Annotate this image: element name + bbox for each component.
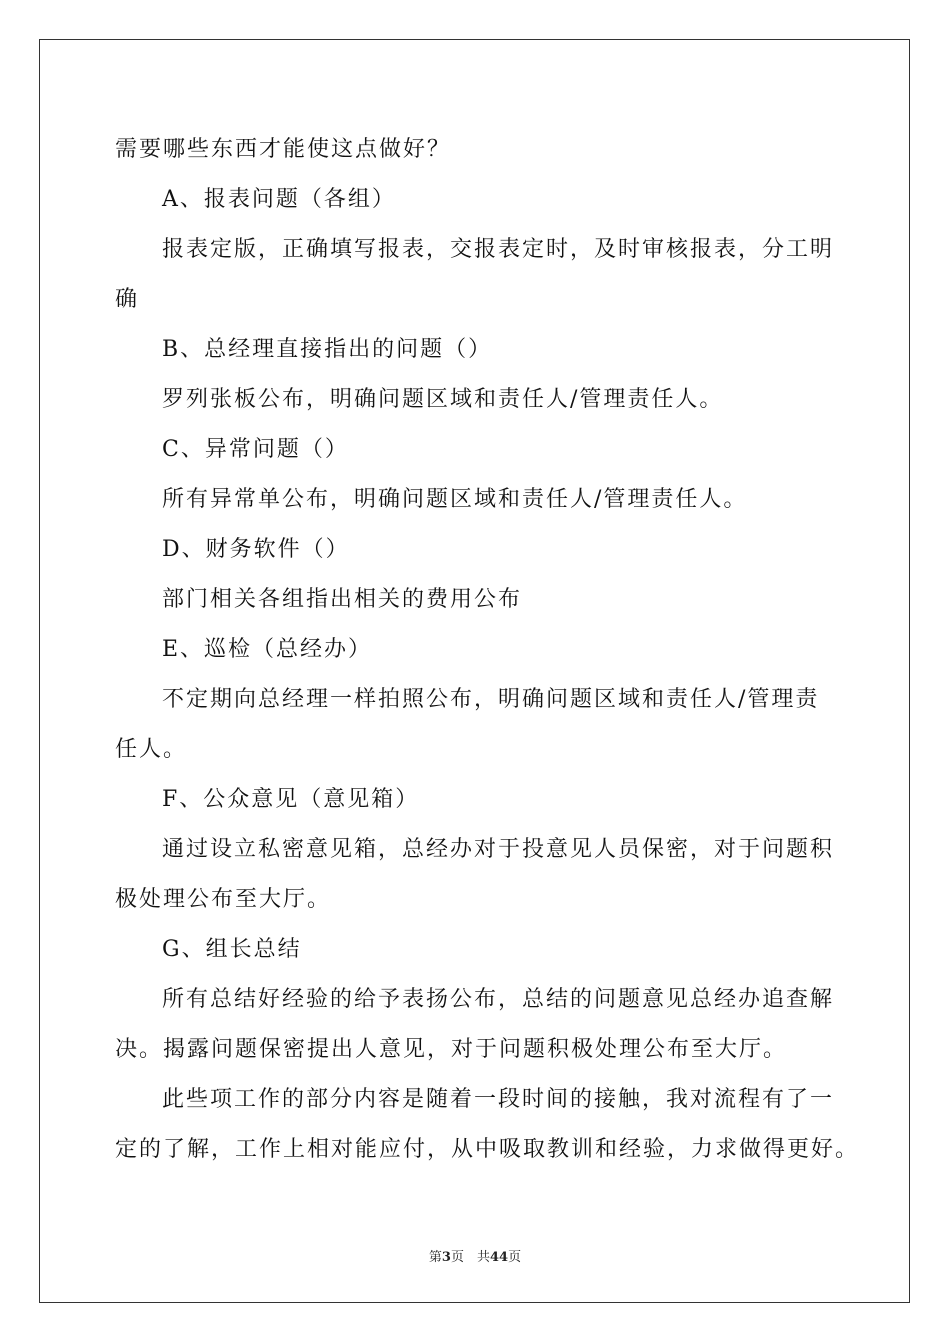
text-line: 此些项工作的部分内容是随着一段时间的接触，我对流程有了一: [162, 1087, 835, 1112]
text-line: 通过设立私密意见箱，总经办对于投意见人员保密，对于问题积: [162, 837, 835, 862]
text-line: 所有总结好经验的给予表扬公布，总结的问题意见总经办追查解: [162, 987, 835, 1012]
text-line: 定的了解，工作上相对能应付，从中吸取教训和经验，力求做得更好。: [115, 1137, 860, 1162]
text-line: C、异常问题（）: [162, 437, 349, 462]
text-line: D、财务软件（）: [162, 537, 350, 562]
text-line: 极处理公布至大厅。: [115, 887, 332, 912]
text-line: 任人。: [115, 737, 188, 762]
text-line: A、报表问题（各组）: [162, 187, 396, 212]
text-line: 报表定版，正确填写报表，交报表定时，及时审核报表，分工明: [162, 237, 835, 262]
text-line: F、公众意见（意见箱）: [162, 787, 420, 812]
text-line: 决。揭露问题保密提出人意见，对于问题积极处理公布至大厅。: [115, 1037, 788, 1062]
text-line: G、组长总结: [162, 937, 302, 962]
text-line: 罗列张板公布，明确问题区域和责任人/管理责任人。: [162, 387, 724, 412]
footer-suffix: 页: [508, 1250, 522, 1265]
text-line: E、巡检（总经办）: [162, 637, 373, 662]
text-line: 不定期向总经理一样拍照公布，明确问题区域和责任人/管理责: [162, 687, 820, 712]
text-line: 确: [115, 287, 140, 312]
text-line: 所有异常单公布，明确问题区域和责任人/管理责任人。: [162, 487, 748, 512]
footer-mid: 页 共: [450, 1250, 490, 1265]
footer-total-pages: 44: [489, 1250, 509, 1265]
text-line: 部门相关各组指出相关的费用公布: [162, 587, 523, 612]
text-line: B、总经理直接指出的问题（）: [162, 337, 493, 362]
footer-prefix: 第: [428, 1250, 442, 1265]
footer-page-number: 3: [441, 1250, 451, 1265]
text-line: 需要哪些东西才能使这点做好？: [115, 137, 452, 162]
page-footer: [0, 1246, 950, 1265]
